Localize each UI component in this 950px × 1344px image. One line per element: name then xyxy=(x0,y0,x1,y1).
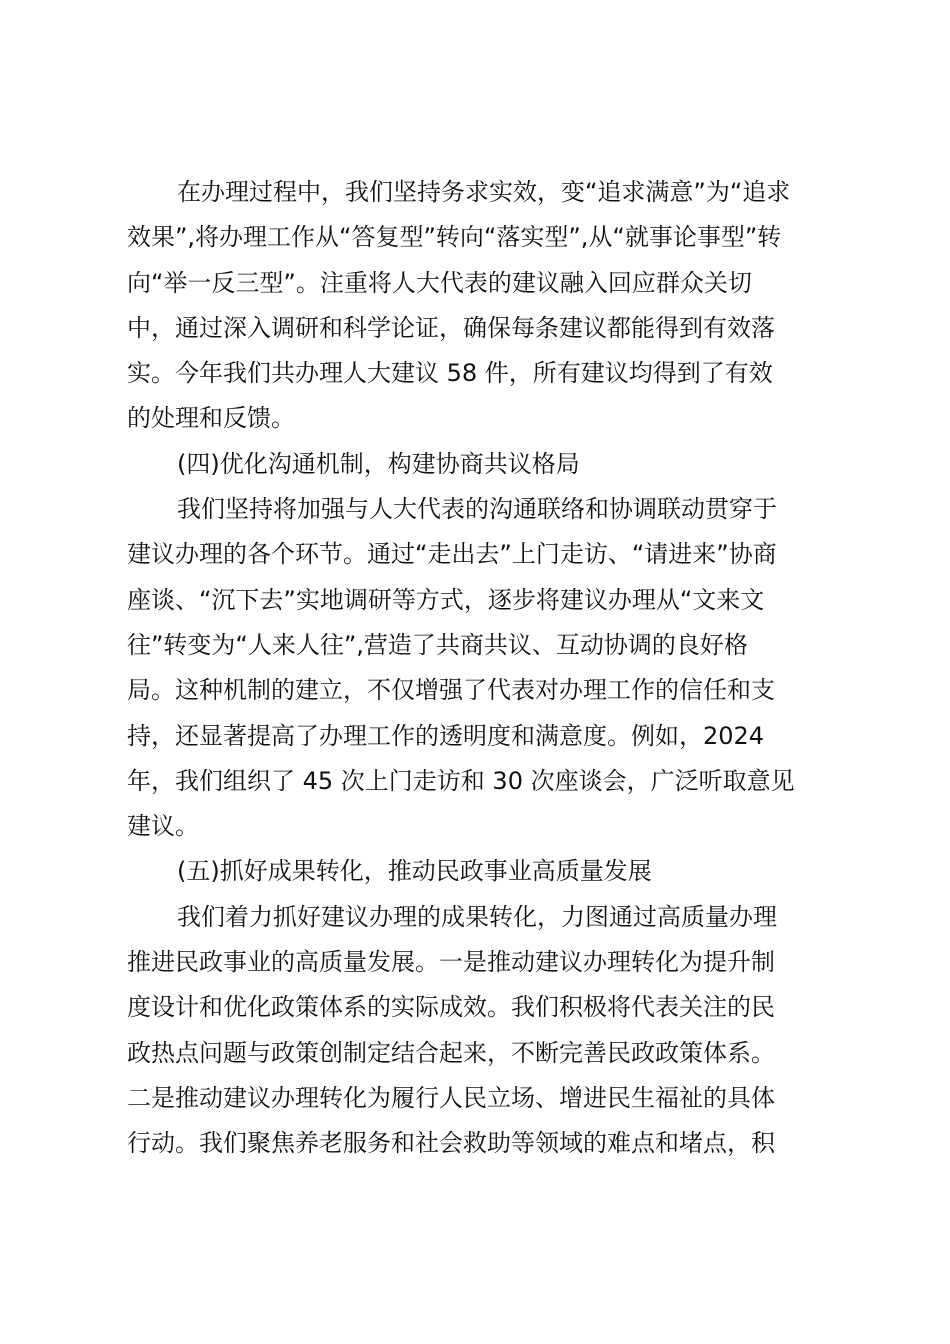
text-line: 二是推动建议办理转化为履行人民立场、增进民生福祉的具体 xyxy=(127,1083,775,1112)
text-line: 座谈、“沉下去”实地调研等方式，逐步将建议办理从“文来文 xyxy=(127,585,765,614)
text-line: 中，通过深入调研和科学论证，确保每条建议都能得到有效落 xyxy=(127,313,775,342)
text-line: 持，还显著提高了办理工作的透明度和满意度。例如，2024 xyxy=(127,721,765,750)
section-heading-results: (五)抓好成果转化，推动民政事业高质量发展 xyxy=(177,857,652,886)
text-line: 的处理和反馈。 xyxy=(127,404,295,433)
text-line: 局。这种机制的建立，不仅增强了代表对办理工作的信任和支 xyxy=(127,676,775,705)
text-line: 在办理过程中，我们坚持务求实效，变“追求满意”为“追求 xyxy=(177,178,791,206)
paragraph-communication xyxy=(127,487,833,849)
section-heading-communication: (四)优化沟通机制，构建协商共议格局 xyxy=(177,449,580,478)
text-line: 实。今年我们共办理人大建议 58 件，所有建议均得到了有效 xyxy=(127,359,773,388)
text-line: 年，我们组织了 45 次上门走访和 30 次座谈会，广泛听取意见 xyxy=(127,766,795,795)
document-body xyxy=(127,170,833,1167)
paragraph-results xyxy=(127,895,833,1167)
paragraph-handling-process xyxy=(127,170,833,442)
text-line: 推进民政事业的高质量发展。一是推动建议办理转化为提升制 xyxy=(127,948,775,977)
text-line: 行动。我们聚焦养老服务和社会救助等领域的难点和堵点，积 xyxy=(127,1129,775,1158)
text-line: 政热点问题与政策创制定结合起来，不断完善民政政策体系。 xyxy=(127,1038,775,1067)
text-line: 我们坚持将加强与人大代表的沟通联络和协调联动贯穿于 xyxy=(177,495,777,524)
text-line: 建议办理的各个环节。通过“走出去”上门走访、“请进来”协商 xyxy=(127,540,777,569)
text-line: 往”转变为“人来人往”,营造了共商共议、互动协调的良好格 xyxy=(127,630,748,659)
text-line: 建议。 xyxy=(127,812,199,841)
text-line: 度设计和优化政策体系的实际成效。我们积极将代表关注的民 xyxy=(127,993,775,1022)
text-line: 效果”,将办理工作从“答复型”转向“落实型”,从“就事论事型”转 xyxy=(127,223,782,252)
text-line: 我们着力抓好建议办理的成果转化，力图通过高质量办理 xyxy=(177,902,777,931)
text-line: 向“举一反三型”。注重将人大代表的建议融入回应群众关切 xyxy=(127,268,752,297)
